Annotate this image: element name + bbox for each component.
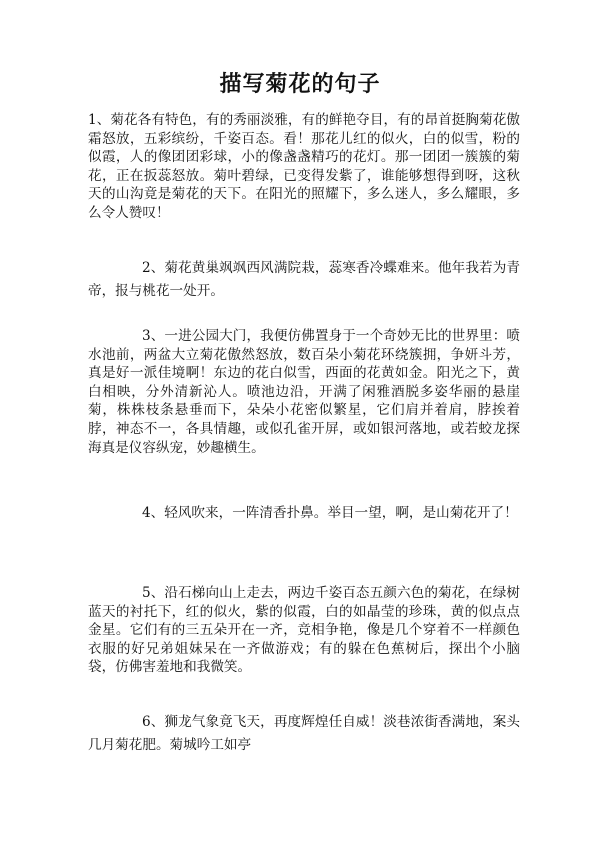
paragraph-1: 1、菊花各有特色，有的秀丽淡雅，有的鲜艳夺目，有的昂首挺胸菊花傲霜怒放，五彩缤纷，千姿百态。看！那花儿红的似火，白的似雪，粉的似霞，人的像团团彩球，小的像盏盏精巧的花灯。那一团团一簇簇的菊花，正在扳蕊怒放。菊叶碧绿，已变得发紫了，谁能够想得到呀，这秋天的山沟竟是菊花的天下。在阳光的照耀下，多么迷人，多么耀眼，多么令人赞叹！ <box>88 112 520 221</box>
paragraph-6: 6、狮龙气象竟飞天，再度辉煌任自威！淡巷浓街香满地，案头几月菊花肥。菊城吟工如亭 <box>88 714 520 753</box>
paragraph-4: 4、轻风吹来，一阵清香扑鼻。举目一望，啊，是山菊花开了！ <box>142 505 518 521</box>
document-title: 描写菊花的句子 <box>219 72 381 97</box>
paragraph-5: 5、沿石梯向山上走去，两边千姿百态五颜六色的菊花，在绿树蓝天的衬托下，红的似火，紫的似霞，白的如晶莹的珍珠，黄的似点点金星。它们有的三五朵开在一齐，竞相争艳，像是几个穿着不一样颜色衣服的好兄弟姐妹呆在一齐做游戏；有的躲在色蕉树后，探出个小脑袋，仿佛害羞地和我微笑。 <box>88 585 520 676</box>
paragraph-3: 3、一进公园大门，我便仿佛置身于一个奇妙无比的世界里：喷水池前，两盆大立菊花傲然怒放，数百朵小菊花环绕簇拥，争妍斗芳，真是好一派佳境啊！东边的花白似雪，西面的花黄如金。阳光之下，黄白相映，分外清新沁人。喷池边沿，开满了闲雅酒脱多姿华丽的悬崖菊，株株枝条悬垂而下，朵朵小花密似繁星，它们肩并着肩，脖挨着脖，神态不一，各具情趣，或似孔雀开屏，或如银河落地，或若蛟龙探海真是仪容纵宠，妙趣横生。 <box>88 328 520 456</box>
paragraph-2: 2、菊花黄巢飒飒西风满院栽，蕊寒香冷蝶难来。他年我若为青帝，报与桃花一处开。 <box>88 260 520 299</box>
